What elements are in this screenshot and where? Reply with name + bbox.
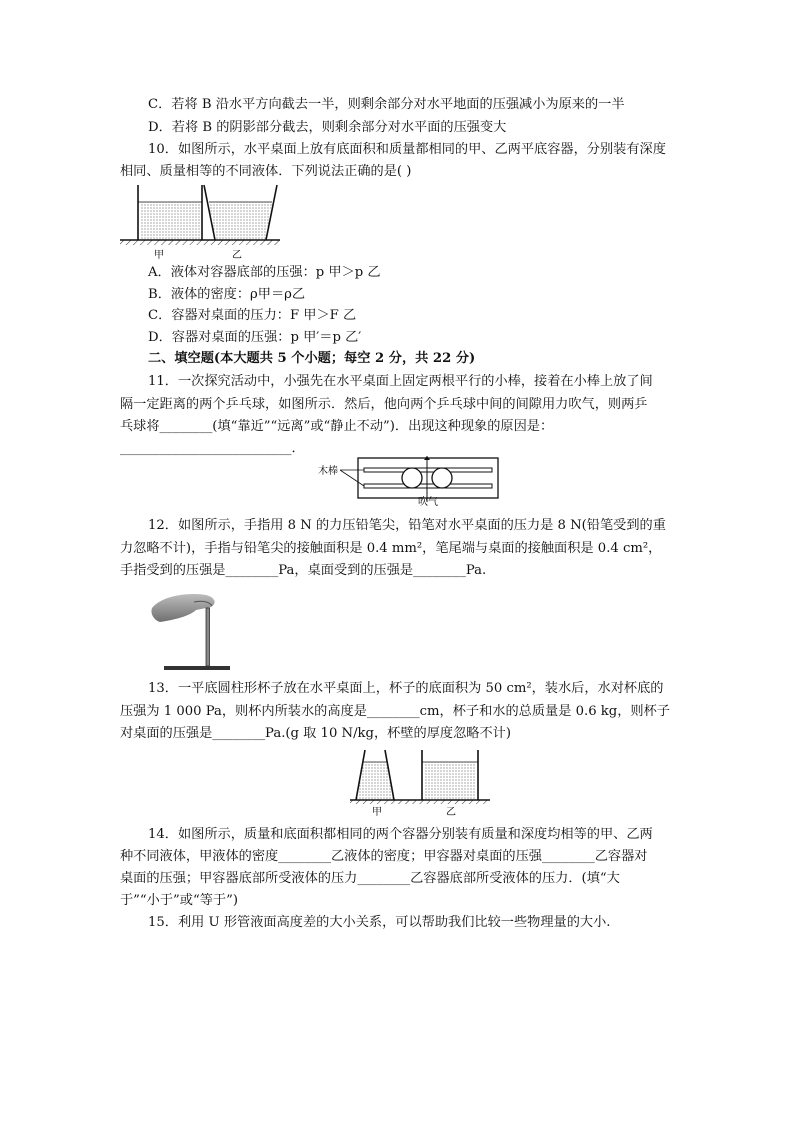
q10-container-jia (138, 185, 202, 240)
q13-figure (350, 746, 490, 816)
q14-line1: 14．如图所示，质量和底面积都相同的两个容器分别装有质量和深度均相等的甲、乙两 (148, 827, 653, 842)
q11-line1: 11．一次探究活动中，小强先在水平桌面上固定两根平行的小棒，接着在小棒上放了间 (148, 374, 653, 389)
q11-figure (318, 456, 498, 506)
q13-label-yi: 乙 (446, 807, 456, 818)
q9-option-d: D．若将 B 的阴影部分截去，则剩余部分对水平面的压强变大 (148, 120, 507, 135)
q10-option-d: D．容器对桌面的压强：p 甲′＝p 乙′ (148, 330, 362, 345)
q13-line3: 对桌面的压强是________Pa.(g 取 10 N/kg，杯壁的厚度忽略不计) (120, 726, 511, 741)
q10-option-c: C．容器对桌面的压力：F 甲＞F 乙 (148, 308, 357, 323)
q12-figure (150, 582, 230, 672)
q10-figure (120, 180, 280, 260)
q10-option-a: A．液体对容器底部的压强：p 甲＞p 乙 (148, 265, 381, 280)
q14-line2: 种不同液体，甲液体的密度________乙液体的密度；甲容器对桌面的压强________乙容器对 (120, 849, 648, 864)
q13-line1: 13．一平底圆柱形杯子放在水平桌面上，杯子的底面积为 50 cm²，装水后，水对杯底的 (148, 681, 664, 696)
q15-line1: 15．利用 U 形管液面高度差的大小关系，可以帮助我们比较一些物理量的大小. (148, 915, 611, 930)
q11-line2: 隔一定距离的两个乒乓球，如图所示．然后，他向两个乒乓球中间的间隙用力吹气，则两乒 (120, 397, 648, 412)
q12-line2: 力忽略不计)，手指与铅笔尖的接触面积是 0.4 mm²，笔尾端与桌面的接触面积是 0.4 cm²， (120, 541, 662, 556)
q13-container-jia (356, 750, 394, 800)
q10-stem-line2: 相同、质量相等的不同液体．下列说法正确的是( ) (120, 164, 412, 179)
section-header-fill-in: 二、填空题(本大题共 5 个小题；每空 2 分，共 22 分) (148, 351, 476, 366)
q13-label-jia: 甲 (372, 807, 382, 818)
q14-line3: 桌面的压强；甲容器底部所受液体的压力________乙容器底部所受液体的压力．(填“大 (120, 871, 620, 886)
q12-line3: 手指受到的压强是________Pa，桌面受到的压强是________Pa. (120, 563, 487, 578)
q9-option-c: C．若将 B 沿水平方向截去一半，则剩余部分对水平地面的压强减小为原来的一半 (148, 97, 625, 112)
q14-line4: 于”“小于”或“等于”) (120, 893, 238, 908)
q10-container-yi (204, 185, 277, 240)
q10-label-jia: 甲 (154, 250, 164, 261)
q11-label-stick: 木棒 (318, 466, 338, 477)
q13-line2: 压强为 1 000 Pa，则杯内所装水的高度是________cm，杯子和水的总质量是 0.6 kg，则杯子 (120, 704, 670, 719)
q12-line1: 12．如图所示，手指用 8 N 的力压铅笔尖，铅笔对水平桌面的压力是 8 N(铅笔受到的重 (148, 518, 666, 533)
q11-label-blow: 吹气 (418, 497, 438, 508)
q10-option-b: B．液体的密度：ρ甲＝ρ乙 (148, 287, 306, 302)
q10-stem-line1: 10．如图所示，水平桌面上放有底面积和质量都相同的甲、乙两平底容器，分别装有深度 (148, 142, 666, 157)
q11-line4: __________________________． (120, 441, 305, 456)
q13-container-yi (422, 750, 478, 800)
q11-line3: 乓球将________(填“靠近”“远离”或“静止不动”)．出现这种现象的原因是： (120, 419, 554, 434)
q10-label-yi: 乙 (232, 250, 242, 261)
